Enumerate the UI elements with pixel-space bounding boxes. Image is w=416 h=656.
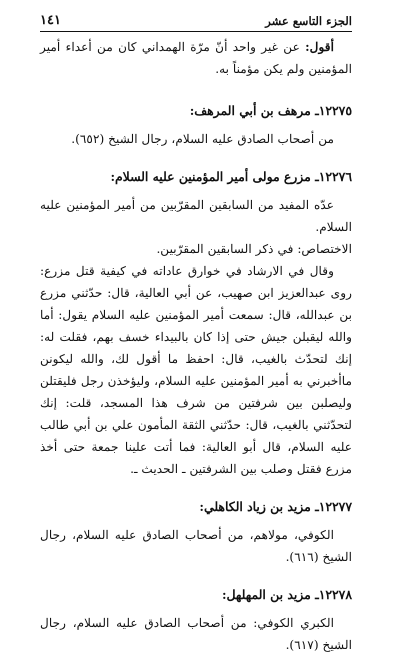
entry-text: الكبري الكوفي: من أصحاب الصادق عليه السلام، رجال الشيخ (٦١٧). <box>40 616 352 652</box>
aqool-paragraph <box>40 36 352 80</box>
entry-text: من أصحاب الصادق عليه السلام، رجال الشيخ (٦٥٢). <box>71 132 334 146</box>
entry-title: ١٢٢٧٧ـ مزيد بن زياد الكاهلي: <box>199 499 352 514</box>
aqool-text: عن غير واحد أنّ مرّة الهمداني كان من أعداء أمير المؤمنين ولم يكن مؤمناً به. <box>40 40 352 76</box>
entry-12276 <box>40 166 352 480</box>
page-body <box>40 36 352 656</box>
entry-title: ١٢٢٧٦ـ مزرع مولى أمير المؤمنين عليه السلام: <box>110 169 352 184</box>
entry-text: الكوفي، مولاهم، من أصحاب الصادق عليه السلام، رجال الشيخ (٦١٦). <box>40 528 352 564</box>
running-header <box>40 10 352 32</box>
page-number: ١٤١ <box>40 13 61 28</box>
entry-paragraph: وقال في الارشاد في خوارق عاداته في كيفية قتل مزرع: روى عبدالعزيز ابن صهيب، عن أبي العالية، قال: حدّثني مزرع بن عبدالله، قال: سمعت أمير المؤمنين عليه السلام يقول: أما والله ليقبلن جيش حتى إذا كان بالبيداء خسف بهم، فقلت له: إنك لتحدّث بالغيب، قال: احفظ ما أقول لك، والله ليكونن ماأخبرني به أمير المؤمنين عليه السلام، وليؤخذن رجل فليقتلن وليصلبن بين شرفتين من شرف هذا المسجد، قلت: إنك لتحدّثني بالغيب، قال: حدّثني الثقة المأمون علي بن أبي طالب عليه السلام، قال أبو العالية: فما أتت علينا جمعة حتى أخذ مزرع فقتل وصلب بين الشرفتين ـ الحديث ـ. <box>40 264 352 476</box>
entry-12277 <box>40 496 352 568</box>
entry-text: عدّه المفيد من السابقين المقرّبين من أمير المؤمنين عليه السلام. <box>40 198 352 234</box>
entry-12275 <box>40 100 352 150</box>
entry-12278 <box>40 584 352 656</box>
aqool-label: أقول: <box>305 40 334 54</box>
entry-text: الاختصاص: في ذكر السابقين المقرّبين. <box>156 242 352 256</box>
volume-title: الجزء التاسع عشر <box>265 14 352 28</box>
entry-title: ١٢٢٧٨ـ مزيد بن المهلهل: <box>221 587 352 602</box>
entry-title: ١٢٢٧٥ـ مرهف بن أبي المرهف: <box>189 103 352 118</box>
